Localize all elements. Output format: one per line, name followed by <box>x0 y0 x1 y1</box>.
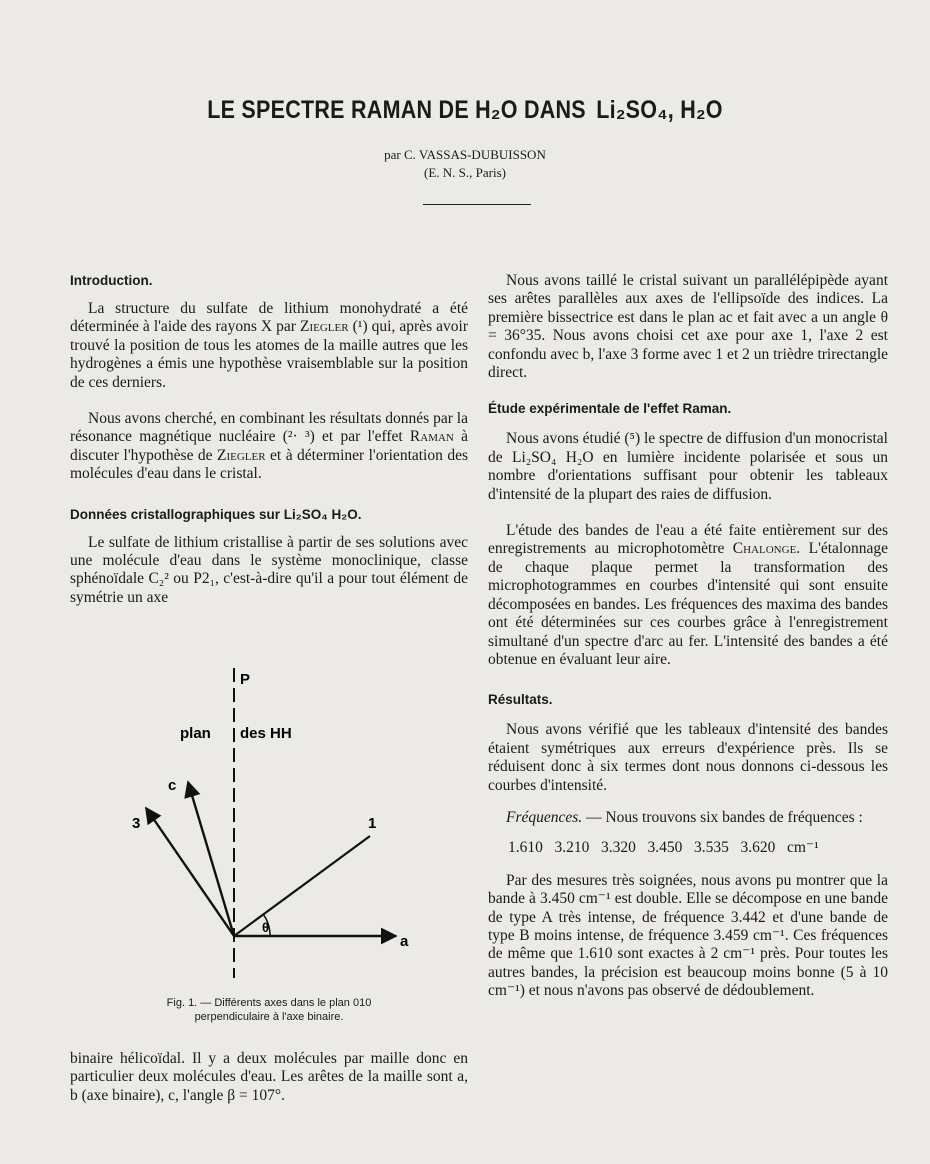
label-a: a <box>400 933 409 950</box>
caption-line-2: perpendiculaire à l'axe binaire. <box>194 1011 344 1023</box>
frequencies-label: Fréquences. <box>506 808 583 826</box>
experimental-paragraph-2 <box>488 522 888 669</box>
results-paragraph-1: Nous avons vérifié que les tableaux d'intensité des bandes étaient symétriques aux erreurs d'expérience près. Ils se réduisent donc à six termes dont nous donnons ci-dessous les courbes d'intensité. <box>488 721 888 794</box>
caption-line-1: Fig. 1. — Différents axes dans le plan 010 <box>166 997 372 1009</box>
crystallography-paragraph: Le sulfate de lithium cristallise à partir de ses solutions avec une molécule d'eau dans le système monoclinique, classe sphénoïdale C₂² ou P2₁, c'est-à-dire qu'il a pour tout élément de symétrie un axe <box>70 533 468 606</box>
title-rule <box>423 204 531 205</box>
orientation-paragraph: Nous avons taillé le cristal suivant un parallélépipède ayant ses arêtes parallèles aux axes de l'ellipsoïde des indices. La première bissectrice est dans le plan ac et fait avec a un angle θ = 36°35. Nous avons choisi cet axe pour axe 1, l'axe 2 est confondu avec b, l'axe 3 forme avec 1 et 2 un trièdre trirectangle direct. <box>488 272 889 382</box>
intro-paragraph-1 <box>70 300 468 392</box>
intro-paragraph-2 <box>70 410 468 484</box>
left-column <box>70 272 468 607</box>
author-line: par C. VASSAS-DUBUISSON <box>384 147 546 162</box>
label-p: P <box>240 671 251 688</box>
frequency-list: 1.610 3.210 3.320 3.450 3.535 3.620 cm⁻¹ <box>508 839 819 857</box>
text-run: à discuter l'hypothèse de <box>70 428 468 464</box>
text-run: et à déterminer l'orientation des molécules d'eau dans le cristal. <box>70 446 468 483</box>
left-column-continuation <box>70 1050 468 1105</box>
section-heading-experimental: Étude expérimentale de l'effet Raman. <box>488 401 732 417</box>
label-3: 3 <box>132 815 141 832</box>
results-paragraph-frequencies <box>488 809 888 827</box>
right-column <box>488 272 888 1001</box>
author-name-ziegler: Ziegler <box>300 318 349 336</box>
name-chalonge: Chalonge <box>732 540 797 558</box>
text-run: La structure du sulfate de lithium monohydraté a été déterminée à l'aide des rayons X par <box>70 300 468 336</box>
axis-c <box>188 782 234 936</box>
text-run: Nous avons cherché, en combinant les résultats donnés par la résonance magnétique nucléaire (²· ³) et par l'effet <box>70 410 468 446</box>
section-heading-introduction: Introduction. <box>70 273 153 288</box>
title-part-1: LE SPECTRE RAMAN DE H₂O DANS <box>207 96 586 124</box>
section-heading-crystallography: Données cristallographiques sur Li₂SO₄ H₂O. <box>70 506 362 522</box>
text-run: (¹) qui, après avoir trouvé la position de tous les atomes de la maille autres que les hydrogènes a émis une hypothèse vraisemblable sur la position de ces derniers. <box>70 318 468 391</box>
continuation-paragraph: binaire hélicoïdal. Il y a deux molécules par maille donc en particulier deux molécules d'eau. Les arêtes de la maille sont a, b (axe binaire), c, l'angle β = 107°. <box>70 1050 468 1104</box>
experimental-paragraph-1: Nous avons étudié (⁵) le spectre de diffusion d'un monocristal de Li₂SO₄ H₂O en lumière incidente polarisée et sous un nombre d'orientations suffisant pour obtenir les tableaux d'intensité de la plupart des raies de diffusion. <box>488 430 888 503</box>
article-title <box>65 96 865 125</box>
axis-1 <box>234 836 370 936</box>
text-run: L'étude des bandes de l'eau a été faite entièrement sur des enregistrements au microphotomètre <box>488 522 888 558</box>
figure-caption <box>70 996 468 1024</box>
label-1: 1 <box>368 815 377 832</box>
axis-3 <box>146 808 234 936</box>
text-run: — Nous trouvons six bandes de fréquences : <box>582 808 863 826</box>
results-paragraph-3: Par des mesures très soignées, nous avons pu montrer que la bande à 3.450 cm⁻¹ est double. Elle se décompose en une bande de type A très intense, de fréquence 3.442 et d'une bande de type B moins intense, de fréquence 3.459 cm⁻¹. Ces fréquences de même que 1.610 sont exactes à 2 cm⁻¹ près. Pour toutes les autres bandes, la précision est beaucoup moins bonne (5 à 10 cm⁻¹) et nous n'avons pas observé de dédoublement. <box>488 871 888 1000</box>
label-c: c <box>168 777 177 794</box>
label-plan: plan <box>180 725 211 742</box>
axes-diagram <box>120 660 440 980</box>
title-part-2: Li₂SO₄, H₂O <box>596 96 723 124</box>
affiliation-line: (E. N. S., Paris) <box>424 165 506 180</box>
label-des-hh: des HH <box>240 725 292 742</box>
author-name-ziegler: Ziegler <box>217 446 266 464</box>
name-raman: Raman <box>409 428 454 446</box>
section-heading-results: Résultats. <box>488 692 553 708</box>
text-run: . L'étalonnage de chaque plaque permet la transformation des microphotogrammes en courbes d'intensité qui sont ensuite décomposées en bandes. Les fréquences des maxima des bandes ont été déterminées sur ces courbes grâce à l'enregistrement simultané d'un spectre d'arc au fer. L'intensité des bandes a été obtenue en évaluant leur aire. <box>488 540 888 668</box>
label-theta: θ <box>262 920 270 935</box>
